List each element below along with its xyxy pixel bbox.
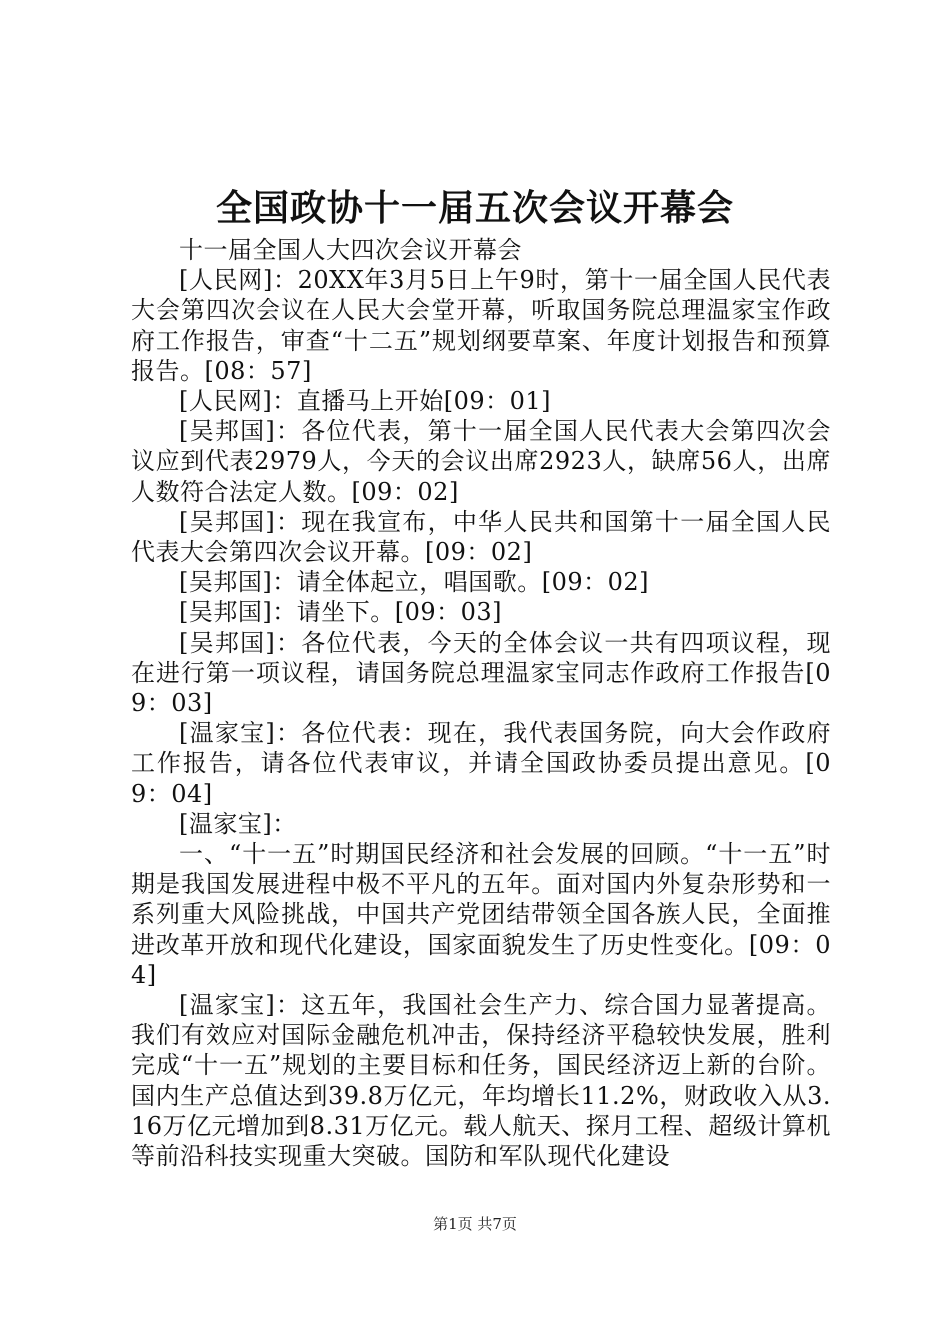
- paragraph: [吴邦国]：各位代表，第十一届全国人民代表大会第四次会议应到代表2979人，今天的会议出席2923人，缺席56人，出席人数符合法定人数。[09：02]: [131, 417, 831, 506]
- paragraph: [温家宝]：这五年，我国社会生产力、综合国力显著提高。我们有效应对国际金融危机冲击，保持经济平稳较快发展，胜利完成“十一五”规划的主要目标和任务，国民经济迈上新的台阶。国内生产总值达到39.8万亿元，年均增长11.2%，财政收入从3.16万亿元增加到8.31万亿元。载人航天、探月工程、超级计算机等前沿科技实现重大突破。国防和军队现代化建设: [131, 991, 831, 1171]
- paragraph: [温家宝]：各位代表：现在，我代表国务院，向大会作政府工作报告，请各位代表审议，并请全国政协委员提出意见。[09：04]: [131, 719, 831, 808]
- page-number-footer: 第1页 共7页: [433, 1215, 517, 1233]
- paragraph: [温家宝]：: [179, 809, 297, 838]
- document-body: [131, 235, 831, 1171]
- paragraph: [人民网]：直播马上开始[09：01]: [179, 387, 552, 416]
- paragraph: 一、“十一五”时期国民经济和社会发展的回顾。“十一五”时期是我国发展进程中极不平凡的五年。面对国内外复杂形势和一系列重大风险挑战，中国共产党团结带领全国各族人民，全面推进改革开放和现代化建设，国家面貌发生了历史性变化。[09：04]: [131, 840, 831, 989]
- paragraph: [人民网]：20XX年3月5日上午9时，第十一届全国人民代表大会第四次会议在人民大会堂开幕，听取国务院总理温家宝作政府工作报告，审查“十二五”规划纲要草案、年度计划报告和预算报告。[08：57]: [131, 266, 831, 385]
- paragraph: [吴邦国]：请坐下。[09：03]: [179, 598, 503, 627]
- paragraph: 十一届全国人大四次会议开幕会: [179, 236, 522, 264]
- paragraph: [吴邦国]：现在我宣布，中华人民共和国第十一届全国人民代表大会第四次会议开幕。[09：02]: [131, 507, 831, 567]
- paragraph: [吴邦国]：请全体起立，唱国歌。[09：02]: [179, 568, 650, 597]
- document-title: 全国政协十一届五次会议开幕会: [215, 187, 734, 229]
- paragraph: [吴邦国]：各位代表，今天的全体会议一共有四项议程，现在进行第一项议程，请国务院总理温家宝同志作政府工作报告[09：03]: [131, 628, 831, 718]
